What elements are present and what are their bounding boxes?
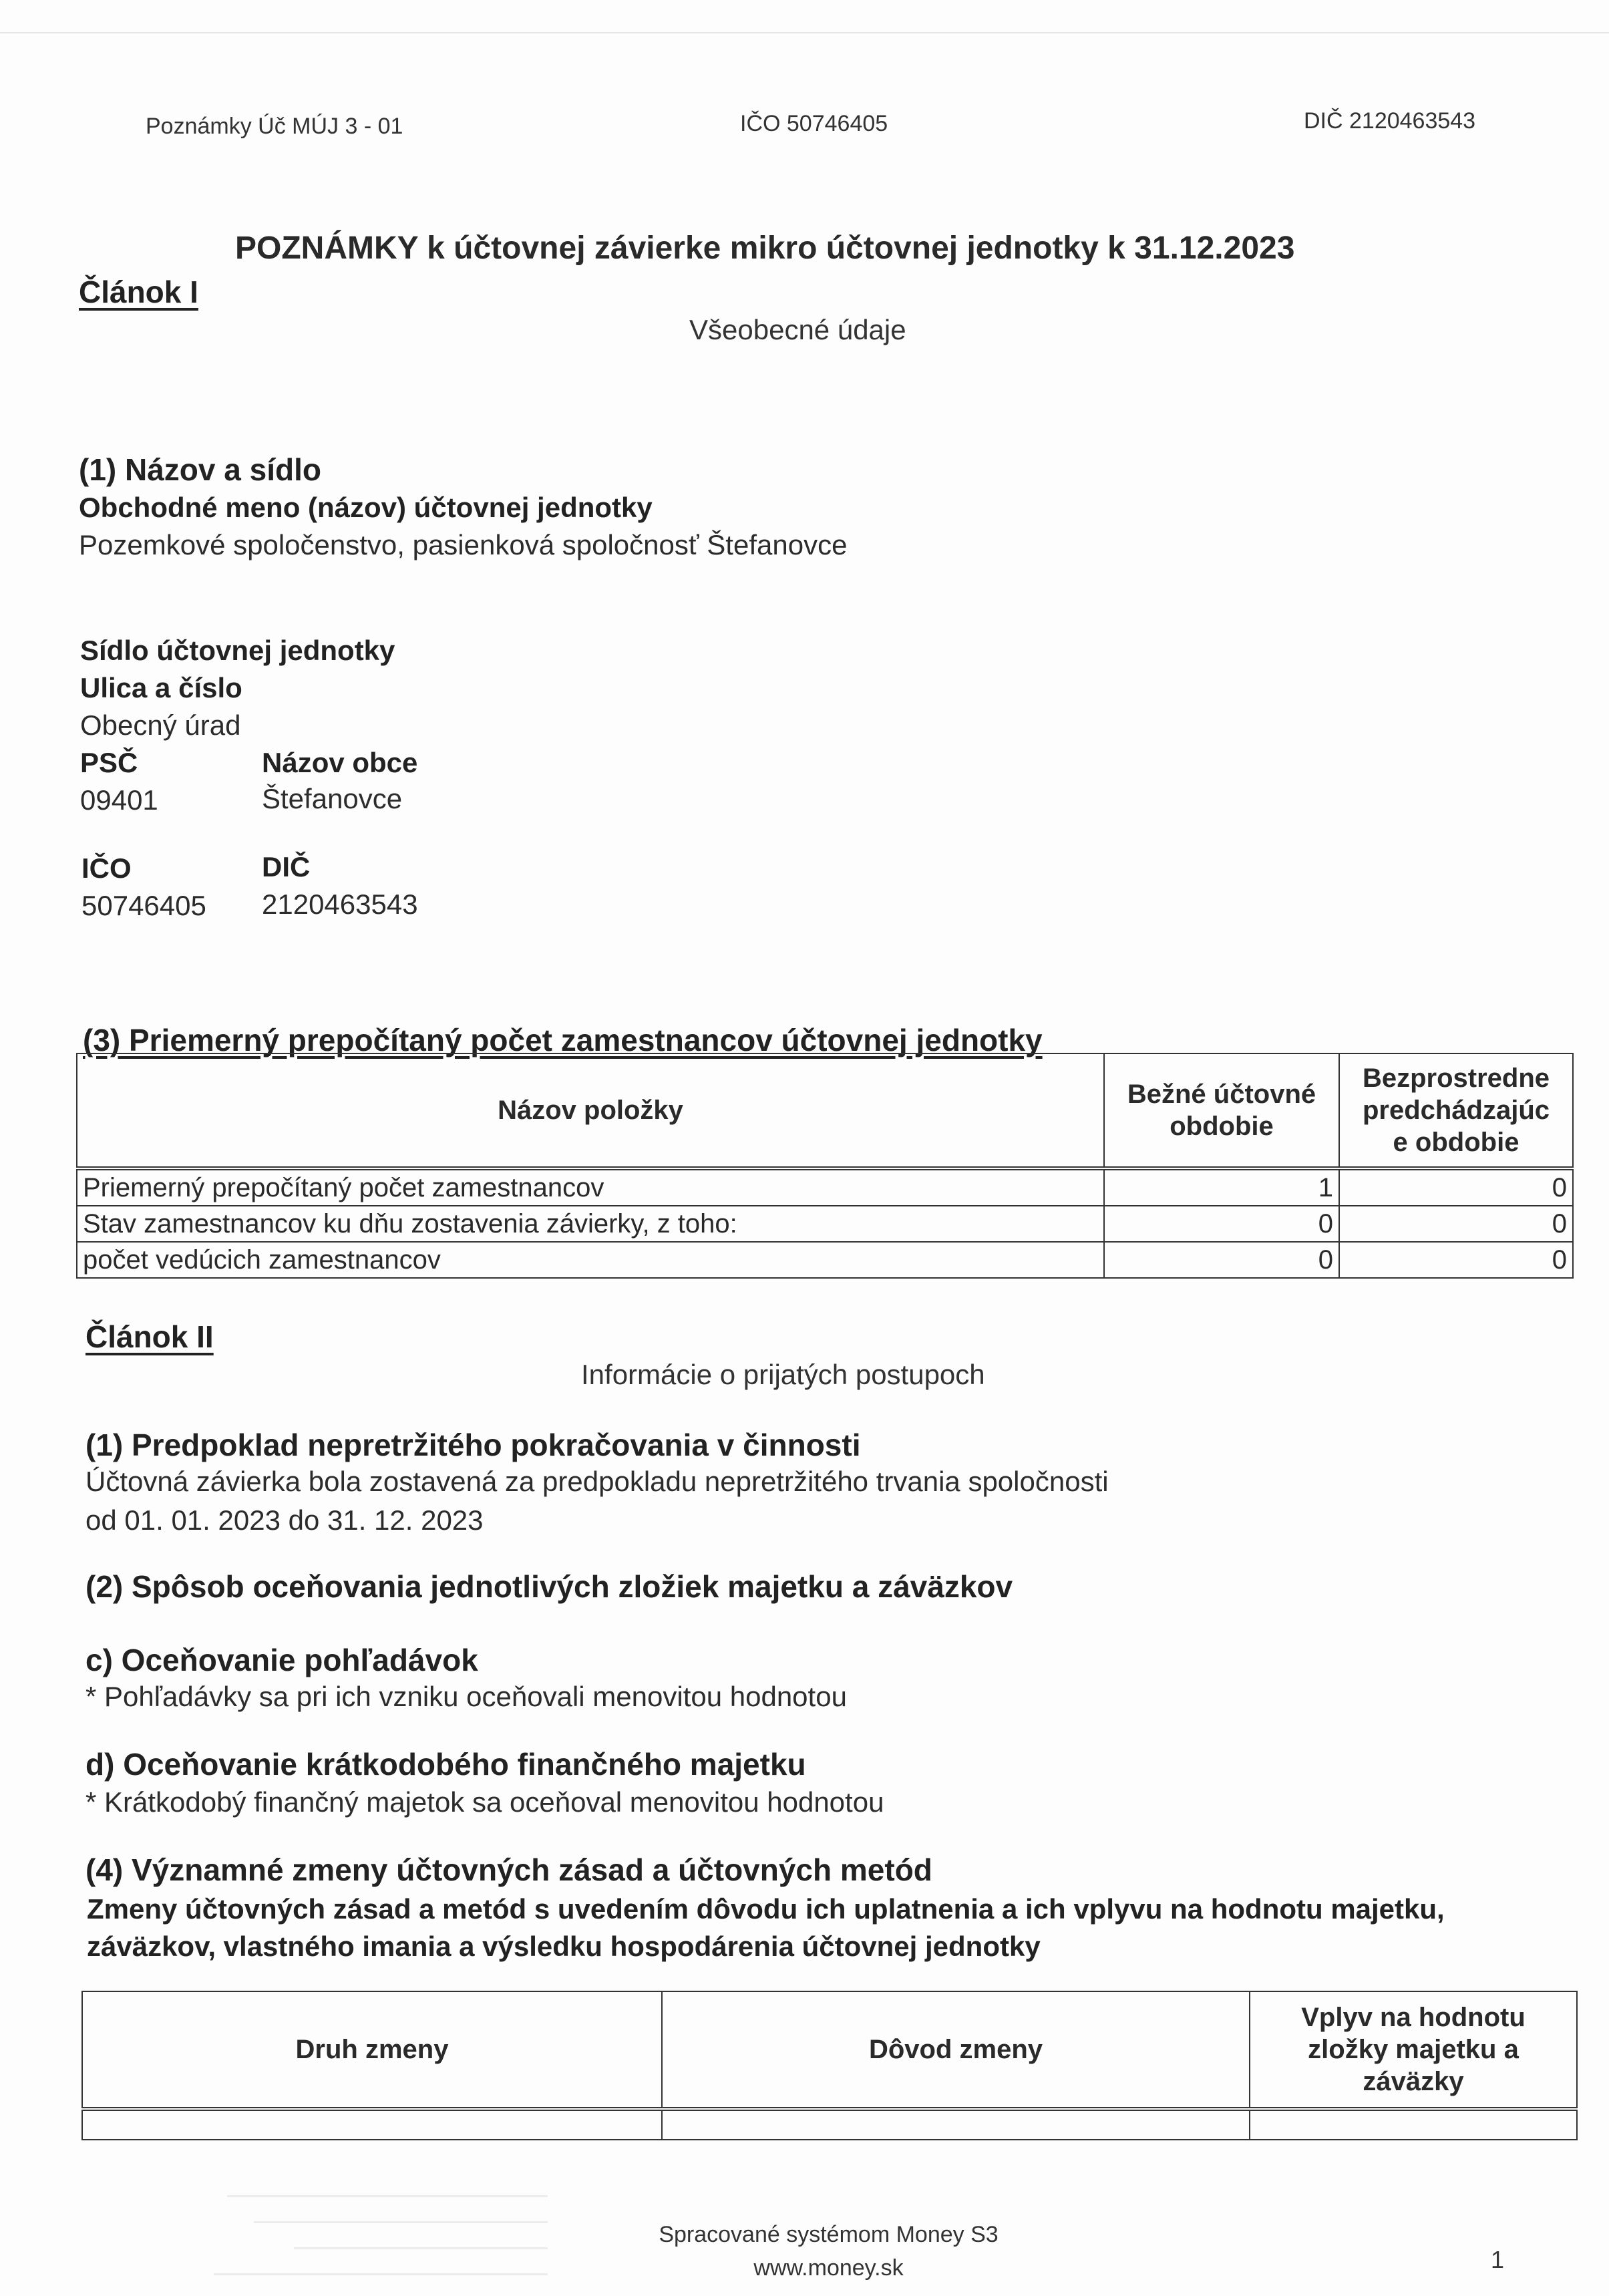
empty-cell [82, 2109, 662, 2140]
accounting-changes-text-2: záväzkov, vlastného imania a výsledku hospodárenia účtovnej jednotky [87, 1931, 1041, 1962]
table-row [82, 2109, 1577, 2140]
employees-table [76, 1053, 1574, 1279]
ico-label: IČO [81, 852, 132, 884]
article-1-label: Článok I [79, 275, 198, 309]
row-label: Stav zamestnancov ku dňu zostavenia závierky, z toho: [77, 1206, 1104, 1242]
article-2-label: Článok II [85, 1319, 214, 1354]
scan-edge-line [0, 32, 1609, 33]
article-2-subtitle: Informácie o prijatých postupoch [581, 1359, 985, 1390]
city-label: Názov obce [262, 747, 418, 778]
row-previous: 0 [1339, 1206, 1573, 1242]
col-impact-line-1: Vplyv na hodnotu [1301, 2003, 1526, 2032]
col-current-line-1: Bežné účtovné [1127, 1080, 1316, 1109]
header-ico: IČO 50746405 [740, 111, 888, 136]
row-label: Priemerný prepočítaný počet zamestnancov [77, 1168, 1104, 1206]
dic-label: DIČ [262, 851, 311, 882]
row-label: počet vedúcich zamestnancov [77, 1242, 1104, 1278]
col-current-line-2: obdobie [1170, 1112, 1274, 1141]
col-item-header: Názov položky [77, 1053, 1104, 1168]
valuation-heading: (2) Spôsob oceňovania jednotlivých zložiek majetku a záväzkov [85, 1569, 1013, 1604]
going-concern-heading: (1) Predpoklad nepretržitého pokračovania v činnosti [85, 1428, 861, 1462]
col-change-impact-header [1250, 1991, 1577, 2109]
bleed-line [254, 2197, 548, 2223]
article-1-subtitle: Všeobecné údaje [689, 314, 906, 345]
changes-table [81, 1991, 1578, 2140]
col-change-reason-header: Dôvod zmeny [662, 1991, 1250, 2109]
header-dic: DIČ 2120463543 [1304, 108, 1476, 134]
col-previous-header [1339, 1053, 1573, 1168]
short-term-assets-heading: d) Oceňovanie krátkodobého finančného majetku [85, 1747, 806, 1782]
seat-label: Sídlo účtovnej jednotky [80, 635, 395, 666]
psc-label: PSČ [80, 747, 138, 778]
col-impact-line-2: zložky majetku a [1308, 2035, 1519, 2064]
short-term-assets-text: * Krátkodobý finančný majetok sa oceňoval menovitou hodnotou [85, 1786, 884, 1818]
col-impact-line-3: záväzky [1363, 2067, 1464, 2096]
street-label: Ulica a číslo [80, 672, 242, 703]
going-concern-text: Účtovná závierka bola zostavená za predpokladu nepretržitého trvania spoločnosti [85, 1466, 1109, 1497]
company-name-value: Pozemkové spoločenstvo, pasienková spoločnosť Štefanovce [79, 529, 848, 560]
bleed-line [227, 2171, 548, 2197]
receivables-text: * Pohľadávky sa pri ich vzniku oceňovali menovitou hodnotou [85, 1681, 847, 1712]
empty-cell [662, 2109, 1250, 2140]
col-previous-line-1: Bezprostredne [1362, 1063, 1550, 1093]
row-current: 0 [1104, 1242, 1339, 1278]
ico-value: 50746405 [81, 890, 206, 921]
col-current-header [1104, 1053, 1339, 1168]
table-row [77, 1206, 1573, 1242]
footer-software [0, 2222, 1609, 2248]
section-1-heading: (1) Názov a sídlo [79, 452, 321, 487]
row-previous: 0 [1339, 1242, 1573, 1278]
company-name-label: Obchodné meno (názov) účtovnej jednotky [79, 492, 653, 523]
accounting-changes-heading: (4) Významné zmeny účtovných zásad a účtovných metód [85, 1852, 932, 1887]
table-row [77, 1168, 1573, 1206]
receivables-heading: c) Oceňovanie pohľadávok [85, 1643, 478, 1677]
street-value: Obecný úrad [80, 709, 241, 741]
changes-table-header [82, 1991, 1577, 2109]
footer-line-1: Spracované systémom Money S3 [659, 2222, 999, 2247]
table-row [77, 1242, 1573, 1278]
document-title: POZNÁMKY k účtovnej závierke mikro účtovnej jednotky k 31.12.2023 [235, 230, 1295, 266]
footer-website [0, 2255, 1609, 2281]
section-3-heading: (3) Priemerný prepočítaný počet zamestnancov účtovnej jednotky [83, 1023, 1043, 1057]
row-previous: 0 [1339, 1168, 1573, 1206]
accounting-changes-text-1: Zmeny účtovných zásad a metód s uvedením dôvodu ich uplatnenia a ich vplyvu na hodnotu majetku, [87, 1893, 1445, 1925]
page-number: 1 [1491, 2246, 1505, 2273]
dic-value: 2120463543 [262, 888, 418, 920]
row-current: 1 [1104, 1168, 1339, 1206]
col-change-type-header: Druh zmeny [82, 1991, 662, 2109]
going-concern-period: od 01. 01. 2023 do 31. 12. 2023 [85, 1504, 484, 1536]
empty-cell [1250, 2109, 1577, 2140]
row-current: 0 [1104, 1206, 1339, 1242]
col-previous-line-3: e obdobie [1393, 1128, 1519, 1157]
header-form-code: Poznámky Úč MÚJ 3 - 01 [146, 114, 403, 139]
employees-table-header [77, 1053, 1573, 1168]
city-value: Štefanovce [262, 783, 403, 814]
col-previous-line-2: predchádzajúc [1362, 1096, 1550, 1125]
footer-line-2: www.money.sk [753, 2255, 904, 2281]
psc-value: 09401 [80, 784, 158, 816]
